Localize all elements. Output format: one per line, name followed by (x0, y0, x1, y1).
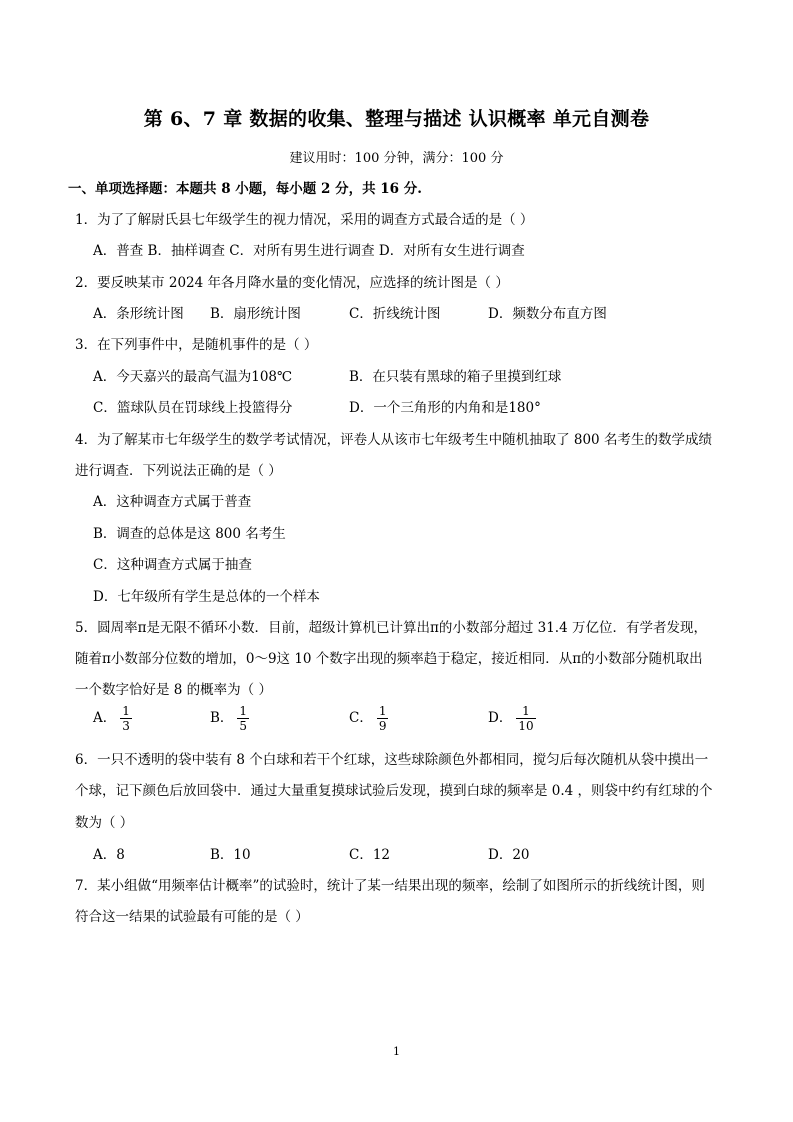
fraction (516, 704, 535, 733)
question-4-option-d: D．七年级所有学生是总体的一个样本 (93, 589, 320, 605)
fraction-numerator: 1 (239, 704, 248, 718)
question-4-stem-line-2: 进行调查．下列说法正确的是（ ） (75, 463, 282, 479)
page-subtitle: 建议用时：100 分钟，满分：100 分 (289, 151, 504, 166)
question-2-option-c: C．折线统计图 (349, 306, 441, 322)
page-number: 1 (393, 1045, 400, 1058)
question-5-stem-line-3: 一个数字恰好是 8 的概率为（ ） (75, 682, 272, 698)
question-5-option-b (210, 704, 249, 733)
question-6-option-d: D．20 (488, 847, 530, 863)
fraction-numerator: 1 (122, 704, 130, 718)
question-5-option-d (488, 704, 536, 733)
question-5-stem-line-2: 随着π小数部分位数的增加，0～9这 10 个数字出现的频率趋于稳定，接近相同．从π的小数部分随机取出 (75, 651, 703, 667)
option-label: C． (349, 710, 373, 726)
question-6-option-c: C．12 (349, 847, 391, 863)
fraction-denominator: 5 (239, 719, 248, 733)
question-5-stem-line-1: 5．圆周率π是无限不循环小数．目前，超级计算机已计算出π的小数部分超过 31.4 万亿位．有学者发现， (75, 620, 707, 636)
fraction (237, 704, 249, 733)
fraction-numerator: 1 (516, 704, 535, 719)
question-6-option-a: A．8 (93, 847, 125, 863)
question-4-stem-line-1: 4．为了解某市七年级学生的数学考试情况，评卷人从该市七年级考生中随机抽取了 800 名考生的数学成绩 (75, 432, 712, 448)
question-6-stem-line-3: 数为（ ） (75, 815, 134, 831)
fraction-numerator: 1 (378, 704, 387, 718)
question-5-option-c (349, 704, 388, 733)
question-1-options: A．普查 B．抽样调查 C．对所有男生进行调查 D．对所有女生进行调查 (93, 243, 525, 259)
fraction-denominator: 9 (378, 719, 387, 733)
fraction (377, 704, 389, 733)
question-6-option-b: B．10 (210, 847, 251, 863)
question-3-option-d: D．一个三角形的内角和是180° (349, 400, 541, 416)
question-5-option-a (93, 704, 132, 733)
option-label: D． (488, 710, 513, 726)
fraction-denominator: 10 (518, 719, 534, 733)
question-2-option-a: A．条形统计图 (93, 306, 184, 322)
question-2-option-b: B．扇形统计图 (210, 306, 301, 322)
question-2-option-d: D．频数分布直方图 (488, 306, 607, 322)
question-7-stem-line-2: 符合这一结果的试验最有可能的是（ ） (75, 909, 309, 925)
question-4-option-b: B．调查的总体是这 800 名考生 (93, 526, 286, 542)
question-1-stem: 1．为了了解尉氏县七年级学生的视力情况，采用的调查方式最合适的是（ ） (75, 212, 534, 228)
question-3-option-c: C．篮球队员在罚球线上投篮得分 (93, 400, 293, 416)
question-3-stem: 3．在下列事件中，是随机事件的是（ ） (75, 337, 318, 353)
question-4-option-c: C．这种调查方式属于抽查 (93, 557, 252, 573)
question-7-stem-line-1: 7．某小组做“用频率估计概率”的试验时，统计了某一结果出现的频率，绘制了如图所示的折线统计图，则 (75, 878, 705, 894)
question-2-stem: 2．要反映某市 2024 年各月降水量的变化情况，应选择的统计图是（ ） (75, 275, 509, 291)
question-3-option-b: B．在只装有黑球的箱子里摸到红球 (349, 369, 562, 385)
fraction (120, 704, 132, 733)
option-label: B． (210, 710, 234, 726)
question-4-option-a: A．这种调查方式属于普查 (93, 494, 252, 510)
question-6-stem-line-1: 6．一只不透明的袋中装有 8 个白球和若干个红球，这些球除颜色外都相同，搅匀后每次随机从袋中摸出一 (75, 752, 709, 768)
question-6-stem-line-2: 个球，记下颜色后放回袋中．通过大量重复摸球试验后发现，摸到白球的频率是 0.4 ，则袋中约有红球的个 (75, 783, 713, 799)
option-label: A． (93, 710, 117, 726)
fraction-denominator: 3 (122, 719, 130, 733)
section-heading: 一、单项选择题：本题共 8 小题，每小题 2 分，共 16 分. (68, 181, 422, 197)
question-3-option-a: A．今天嘉兴的最高气温为108℃ (93, 369, 293, 385)
page-title: 第 6、7 章 数据的收集、整理与描述 认识概率 单元自测卷 (143, 108, 650, 130)
